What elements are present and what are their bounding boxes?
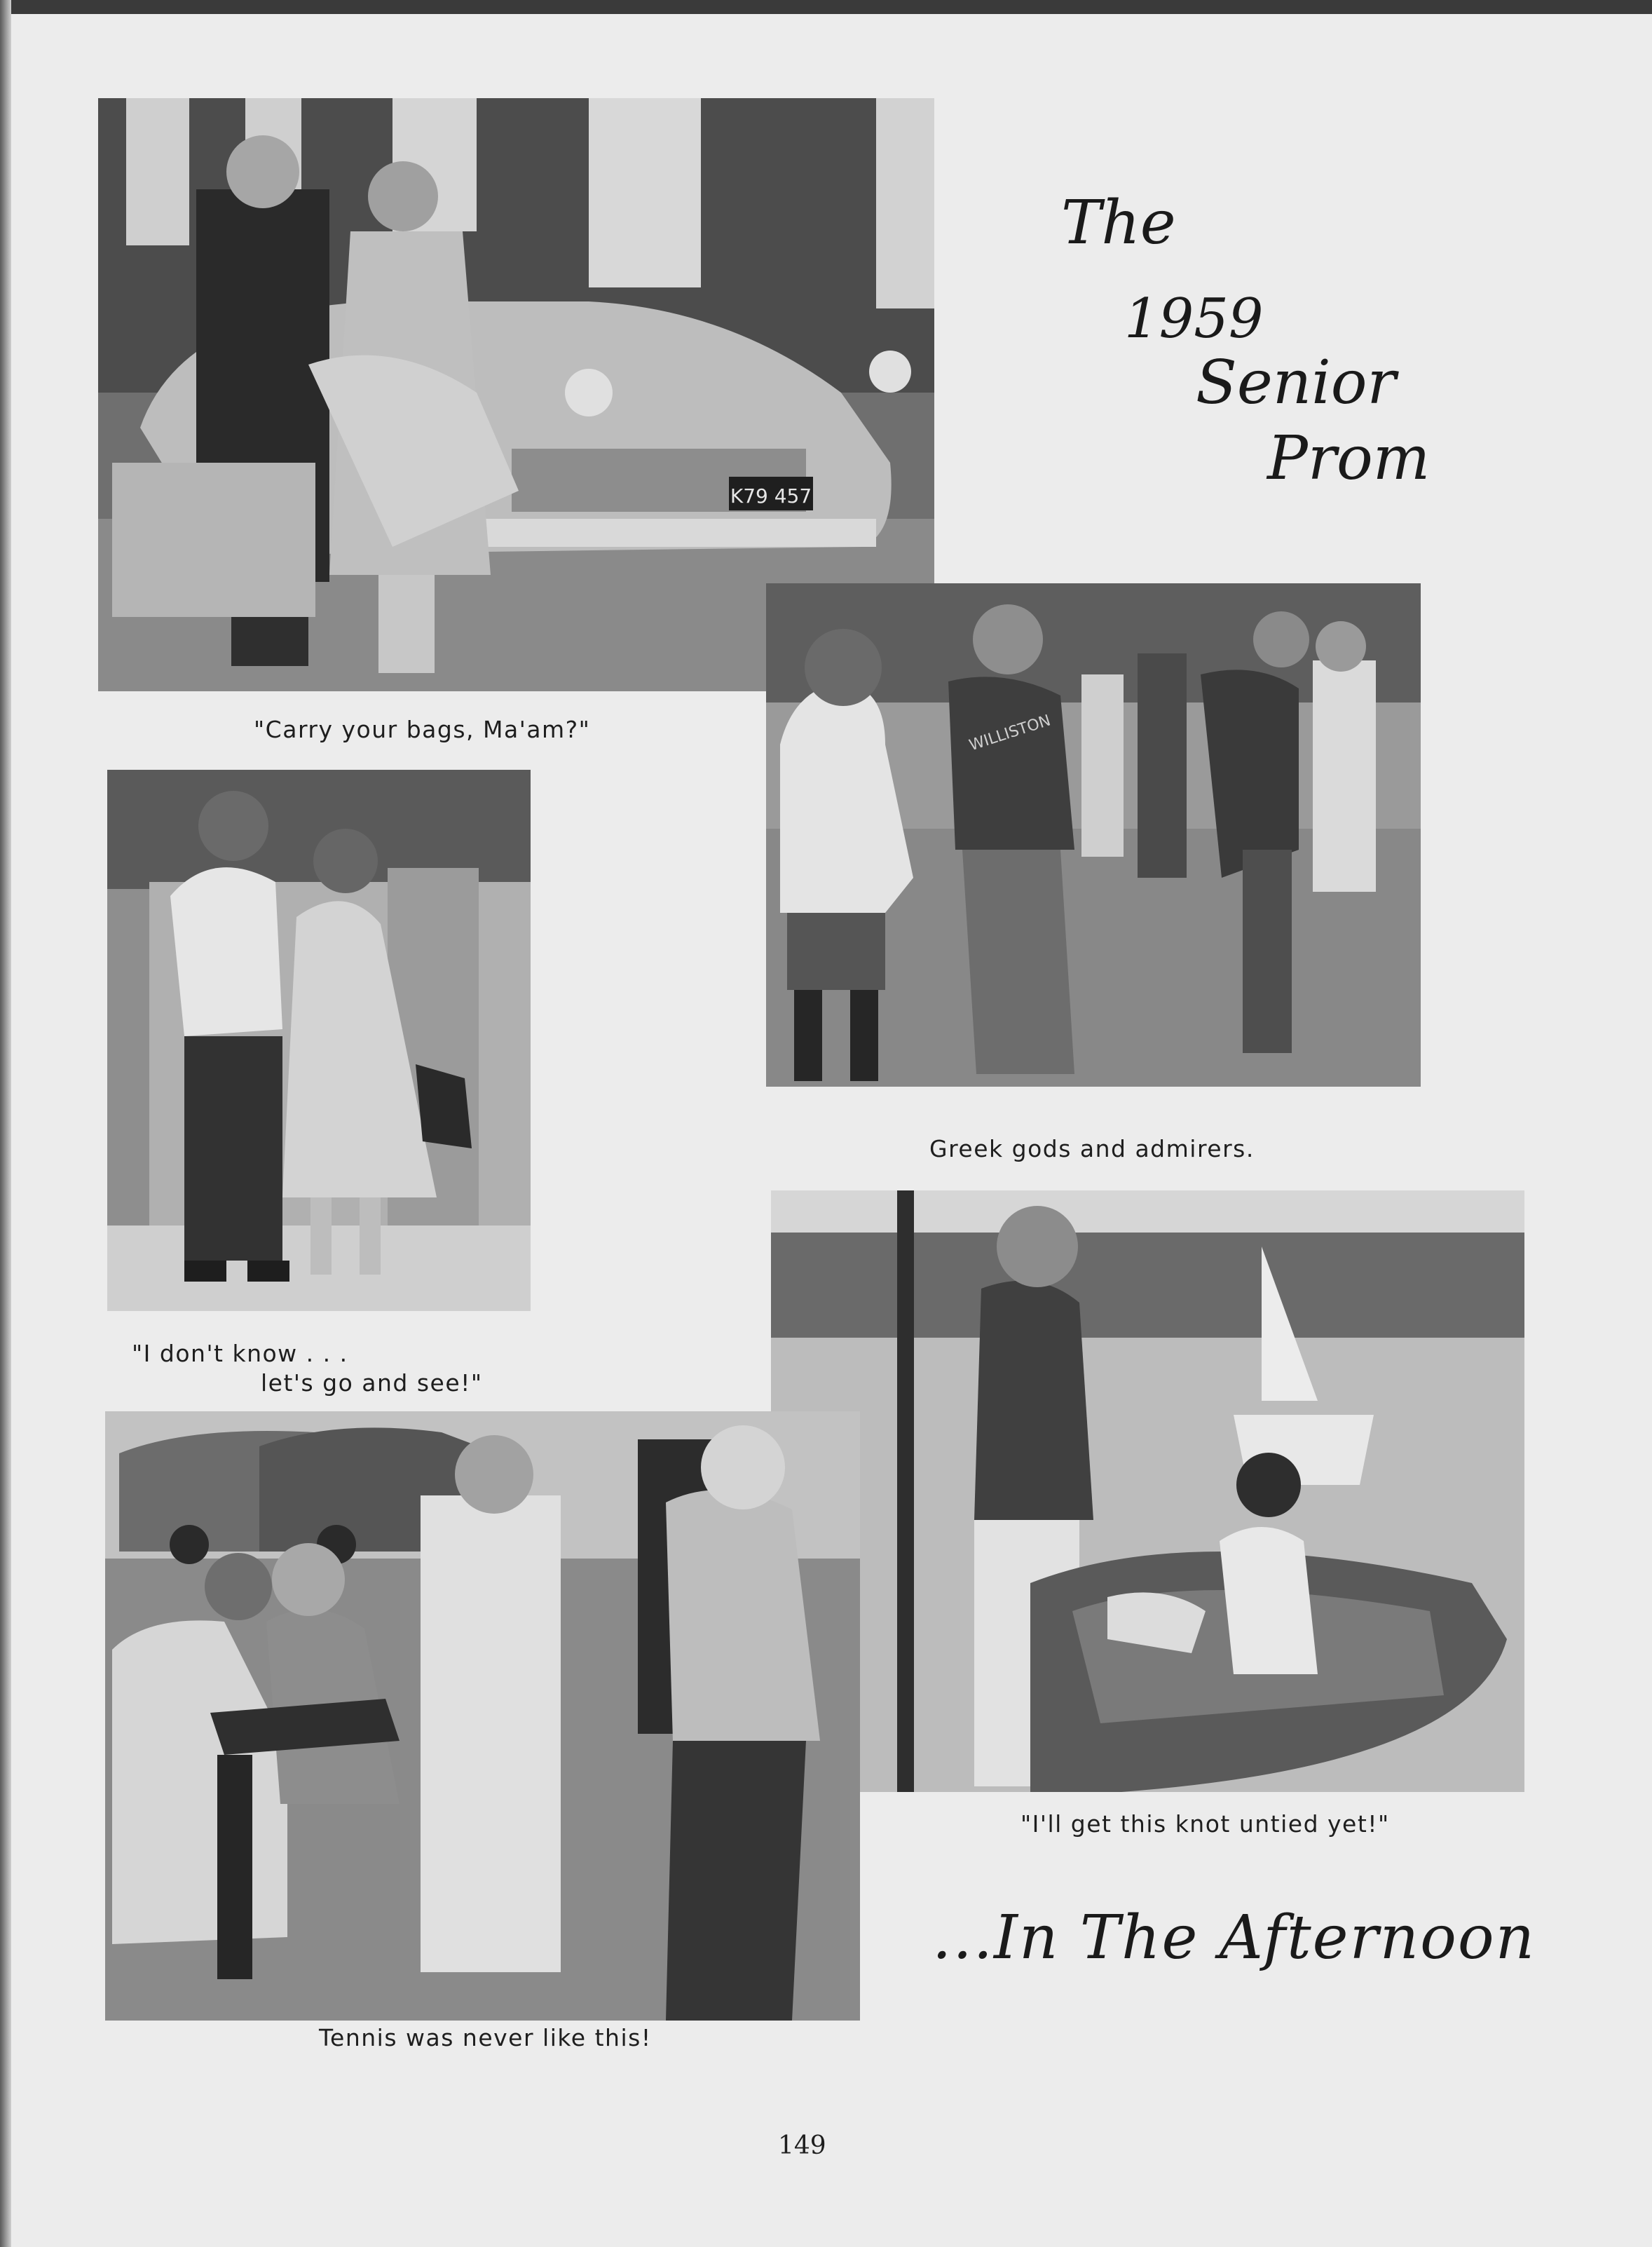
license-plate: K79 457	[730, 484, 812, 508]
photo-sailboat-knot	[771, 1190, 1524, 1792]
title-year: 1959	[1124, 287, 1264, 351]
photo-tennis-group	[105, 1411, 860, 2021]
subtitle-afternoon: ...In The Afternoon	[932, 1903, 1536, 1973]
caption-knot: "I'll get this knot untied yet!"	[1020, 1810, 1390, 1838]
caption-dont-know-line2: let's go and see!"	[261, 1369, 483, 1397]
caption-greek: Greek gods and admirers.	[929, 1135, 1255, 1162]
page-number: 149	[778, 2131, 826, 2160]
title-prom: Prom	[1267, 423, 1431, 494]
caption-tennis: Tennis was never like this!	[319, 2024, 652, 2051]
title-the: The	[1061, 188, 1176, 258]
left-scan-edge	[0, 0, 11, 2247]
title-senior: Senior	[1196, 348, 1396, 418]
photo-couple-walking	[107, 770, 531, 1311]
sweatshirt-lettering: WILLISTON	[967, 712, 1053, 755]
top-scan-edge	[0, 0, 1652, 14]
photo-greek-gods	[766, 583, 1421, 1087]
caption-car: "Carry your bags, Ma'am?"	[254, 716, 591, 743]
caption-dont-know-line1: "I don't know . . .	[132, 1340, 348, 1367]
